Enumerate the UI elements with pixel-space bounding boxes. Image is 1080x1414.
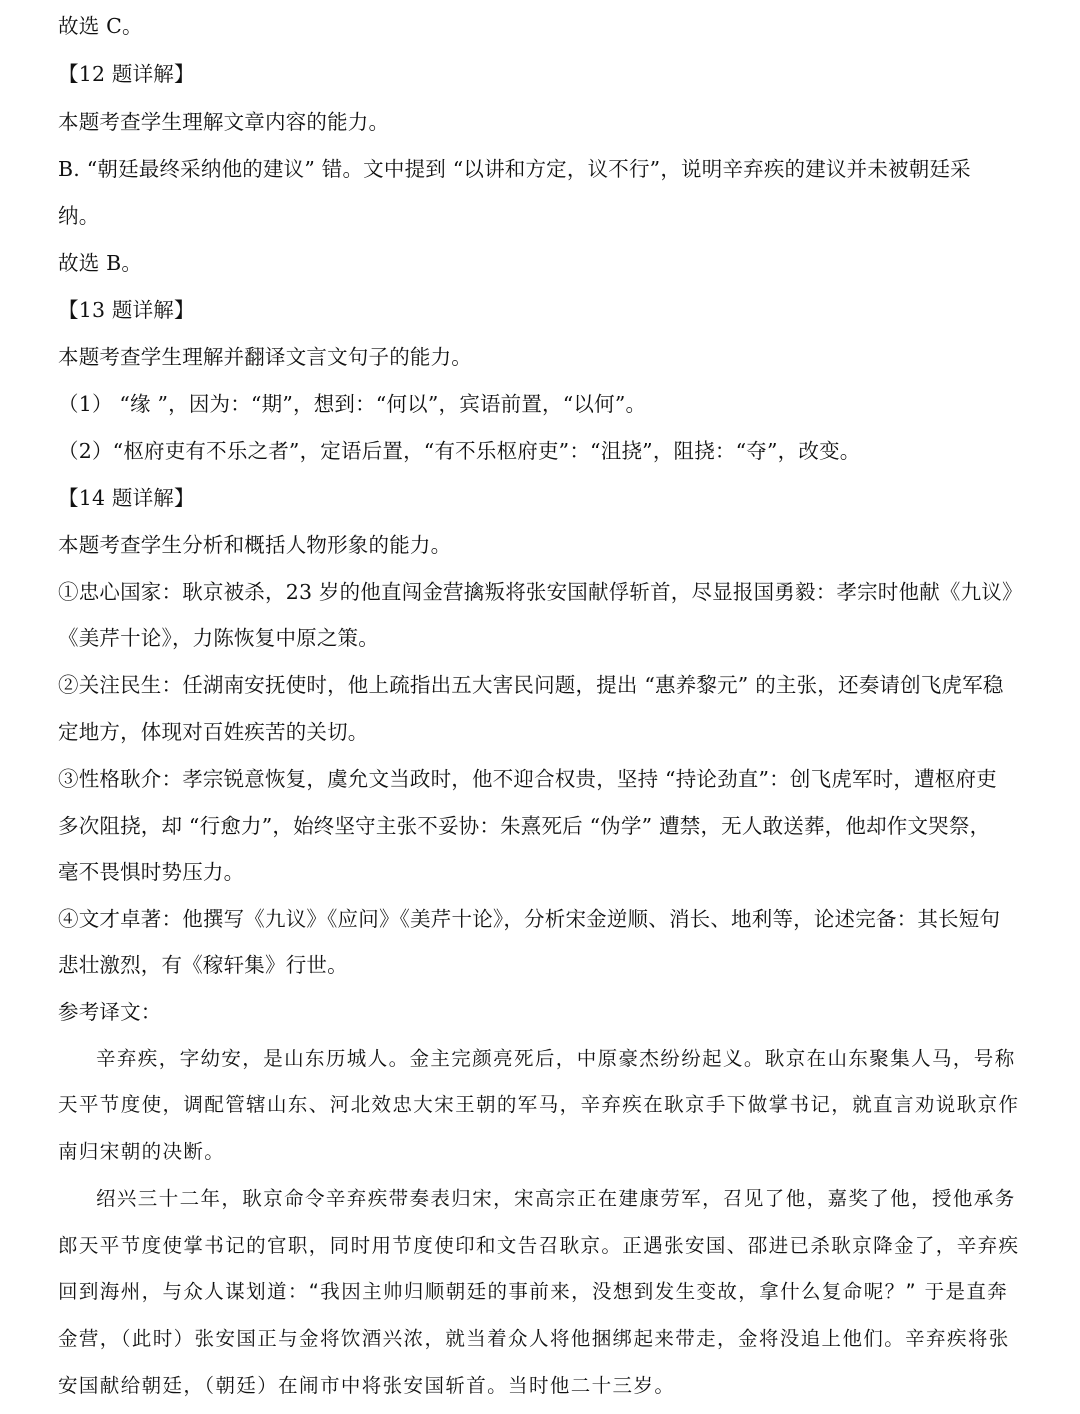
analysis-line: （1） “缘 ”，因为：“期”，想到：“何以”，宾语前置，“以何”。 (58, 392, 647, 416)
analysis-line: 《美芹十论》，力陈恢复中原之策。 (58, 626, 379, 650)
analysis-line: 本题考查学生理解并翻译文言文句子的能力。 (58, 345, 472, 369)
analysis-line: B. “朝廷最终采纳他的建议” 错。文中提到 “以讲和方定，议不行”，说明辛弃疾的建议并未被朝廷采 (58, 157, 971, 181)
section-heading-q14: 【14 题详解】 (58, 486, 195, 510)
translation-paragraph-2-line: 郎天平节度使掌书记的官职，同时用节度使印和文告召耿京。正遇张安国、邵进已杀耿京降金了，辛弃疾 (58, 1234, 1020, 1257)
translation-paragraph-1-line: 南归宋朝的决断。 (58, 1140, 226, 1163)
analysis-line: 定地方，体现对百姓疾苦的关切。 (58, 720, 369, 744)
translation-paragraph-1-line: 辛弃疾，字幼安，是山东历城人。金主完颜亮死后，中原豪杰纷纷起义。耿京在山东聚集人马，号称 (96, 1047, 1016, 1070)
translation-paragraph-2-line: 安国献给朝廷，（朝廷）在闹市中将张安国斩首。当时他二十三岁。 (58, 1374, 676, 1397)
reference-translation-heading: 参考译文： (58, 1000, 162, 1024)
translation-paragraph-1-line: 天平节度使，调配管辖山东、河北效忠大宋王朝的军马，辛弃疾在耿京手下做掌书记，就直言劝说耿京作 (58, 1093, 1020, 1116)
section-heading-q13: 【13 题详解】 (58, 298, 195, 322)
analysis-point-3: ③性格耿介：孝宗锐意恢复，虞允文当政时，他不迎合权贵，坚持 “持论劲直”：创飞虎军时，遭枢府吏 (58, 767, 997, 791)
analysis-line: 毫不畏惧时势压力。 (58, 860, 245, 884)
analysis-line: 本题考查学生分析和概括人物形象的能力。 (58, 533, 452, 557)
analysis-point-1: ①忠心国家：耿京被杀，23 岁的他直闯金营擒叛将张安国献俘斩首，尽显报国勇毅：孝宗时他献《九议》 (58, 580, 1023, 604)
analysis-line: 纳。 (58, 204, 100, 228)
analysis-line: 悲壮激烈，有《稼轩集》行世。 (58, 953, 348, 977)
analysis-point-4: ④文才卓著：他撰写《九议》《应问》《美芹十论》，分析宋金逆顺、消长、地利等，论述完备：其长短句 (58, 907, 1001, 931)
analysis-point-2: ②关注民生：任湖南安抚使时，他上疏指出五大害民问题，提出 “惠养黎元” 的主张，还奏请创飞虎军稳 (58, 673, 1004, 697)
translation-paragraph-2-line: 金营，（此时）张安国正与金将饮酒兴浓，就当着众人将他捆绑起来带走，金将没追上他们。辛弃疾将张 (58, 1327, 1010, 1350)
translation-paragraph-2-line: 回到海州，与众人谋划道：“我因主帅归顺朝廷的事前来，没想到发生变故，拿什么复命呢？” 于是直奔 (58, 1280, 1009, 1303)
section-heading-q12: 【12 题详解】 (58, 62, 195, 86)
analysis-line-answer-b: 故选 B。 (58, 251, 143, 275)
analysis-line: 本题考查学生理解文章内容的能力。 (58, 110, 390, 134)
translation-paragraph-2-line: 绍兴三十二年，耿京命令辛弃疾带奏表归宋，宋高宗正在建康劳军，召见了他，嘉奖了他，授他承务 (96, 1187, 1016, 1210)
analysis-line-answer-c: 故选 C。 (58, 14, 143, 38)
analysis-line: 多次阻挠，却 “行愈力”，始终坚守主张不妥协：朱熹死后 “伪学” 遭禁，无人敢送葬，他却作文哭祭， (58, 814, 991, 838)
analysis-line: （2）“枢府吏有不乐之者”，定语后置，“有不乐枢府吏”：“沮挠”，阻挠：“夺”，改变。 (58, 439, 861, 463)
